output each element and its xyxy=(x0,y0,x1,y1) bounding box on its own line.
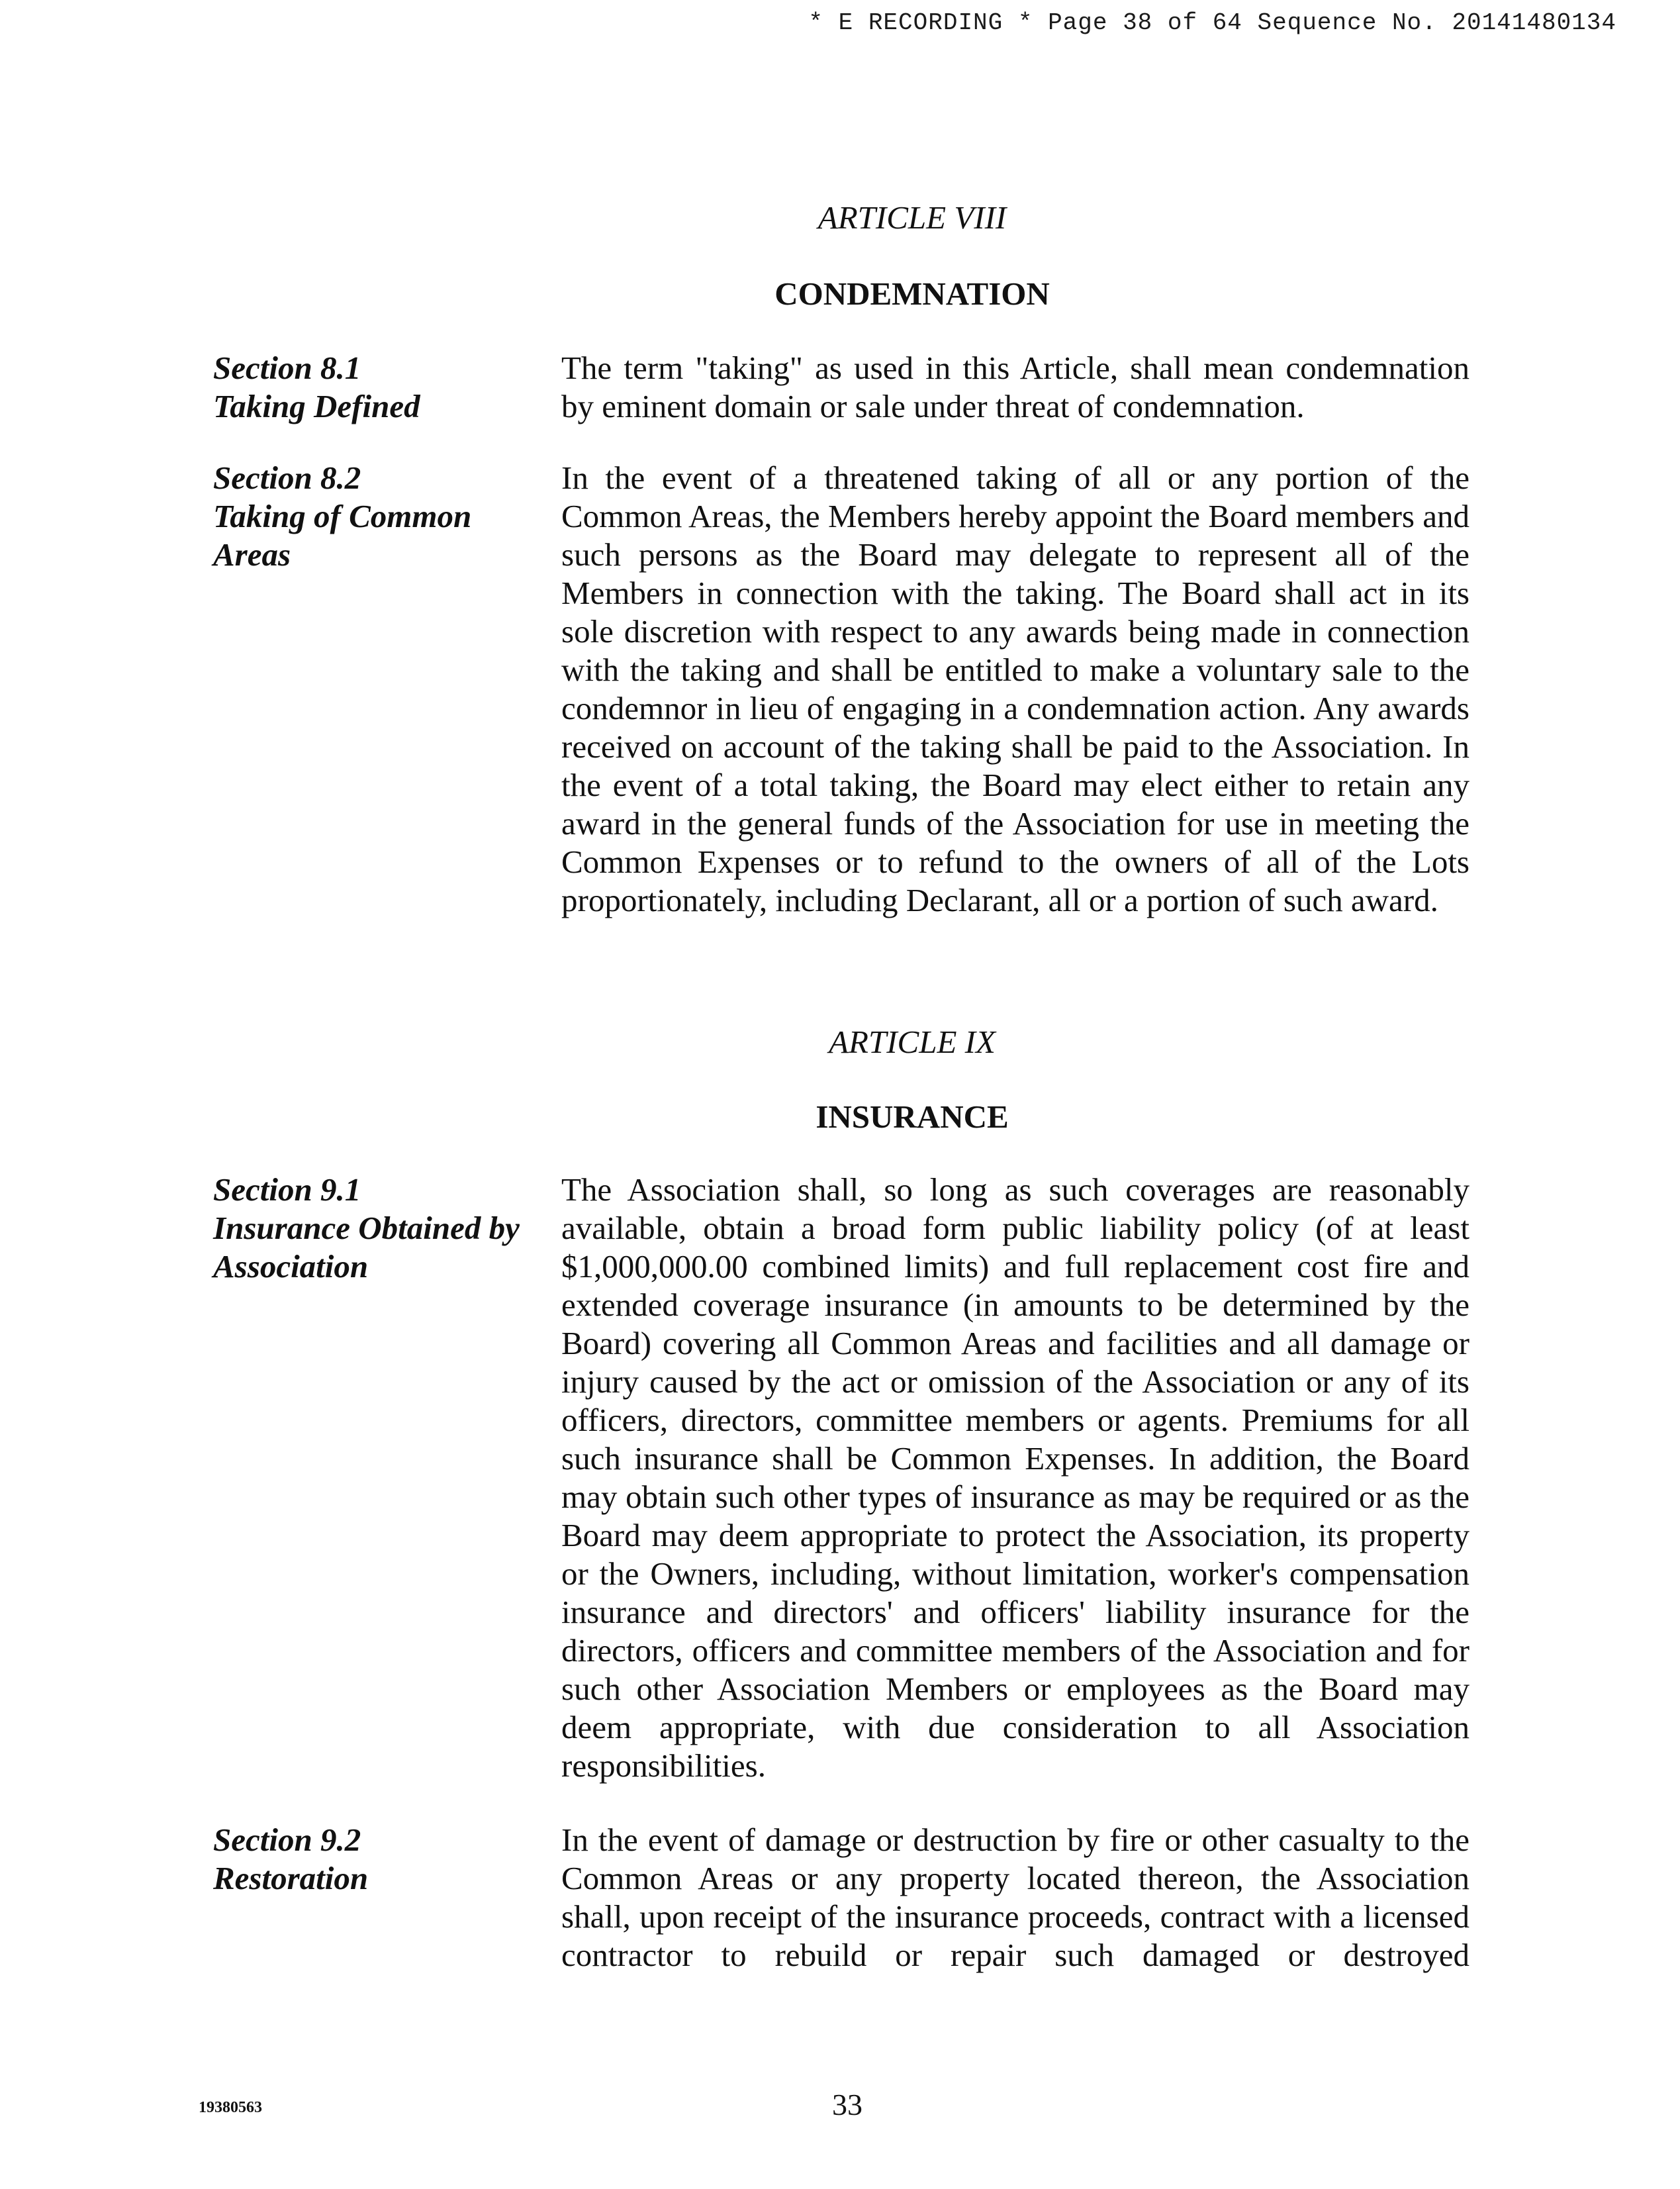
article-ix-heading: INSURANCE xyxy=(816,1098,1009,1135)
section-8-1-number: Section 8.1 xyxy=(213,350,361,386)
section-9-2-body: In the event of damage or destruction by fire or other casualty to the Common Areas or any property located thereon, the Association shall, upon receipt of the insurance proceeds, contract with a licensed contractor to rebuild or repair such damaged or destroyed xyxy=(561,1822,1470,1973)
section-8-2-title-line-1: Taking of Common xyxy=(213,498,472,534)
section-9-2-number: Section 9.2 xyxy=(213,1822,361,1858)
section-8-1-label xyxy=(213,349,557,426)
section-8-2-title-line-2: Areas xyxy=(213,536,291,573)
section-9-1-title-line-2: Association xyxy=(213,1248,369,1285)
article-ix-title: ARTICLE IX xyxy=(829,1024,996,1060)
article-viii-heading: CONDEMNATION xyxy=(774,275,1050,312)
section-9-1-body: The Association shall, so long as such coverages are reasonably available, obtain a broad form public liability policy (of at least $1,000,000.00 combined limits) and full replacement cost fire and extended coverage insurance (in amounts to be determined by the Board) covering all Common Areas and facilities and all damage or injury caused by the act or omission of the Association or any of its officers, directors, committee members or agents. Premiums for all such insurance shall be Common Expenses. In addition, the Board may obtain such other types of insurance as may be required or as the Board may deem appropriate to protect the Association, its property or the Owners, including, without limitation, worker's compensation insurance and directors' and officers' liability insurance for the directors, officers and committee members of the Association and for such other Association Members or employees as the Board may deem appropriate, with due consideration to all Association responsibilities. xyxy=(561,1171,1470,1784)
section-9-1-title-line-1: Insurance Obtained by xyxy=(213,1210,520,1246)
section-9-1-label xyxy=(213,1171,557,1286)
section-9-2-title: Restoration xyxy=(213,1860,369,1896)
section-9-1-number: Section 9.1 xyxy=(213,1171,361,1208)
section-9-2-label xyxy=(213,1821,557,1898)
section-8-1-title: Taking Defined xyxy=(213,388,420,424)
section-8-1-body: The term "taking" as used in this Article, shall mean condemnation by eminent domain or sale under threat of condemnation. xyxy=(561,350,1470,424)
section-8-2-body: In the event of a threatened taking of all or any portion of the Common Areas, the Members hereby appoint the Board members and such persons as the Board may delegate to represent all of the Members in connection with the taking. The Board shall act in its sole discretion with respect to any awards being made in connection with the taking and shall be entitled to make a voluntary sale to the condemnor in lieu of engaging in a condemnation action. Any awards received on account of the taking shall be paid to the Association. In the event of a total taking, the Board may elect either to retain any award in the general funds of the Association for use in meeting the Common Expenses or to refund to the owners of all of the Lots proportionately, including Declarant, all or a portion of such award. xyxy=(561,460,1470,918)
document-id: 19380563 xyxy=(199,2099,262,2116)
article-viii-title: ARTICLE VIII xyxy=(817,199,1007,236)
section-8-2-label xyxy=(213,459,557,574)
recording-stamp: * E RECORDING * Page 38 of 64 Sequence No. 20141480134 xyxy=(808,9,1616,36)
section-8-2-number: Section 8.2 xyxy=(213,460,361,496)
page-number: 33 xyxy=(832,2088,863,2121)
